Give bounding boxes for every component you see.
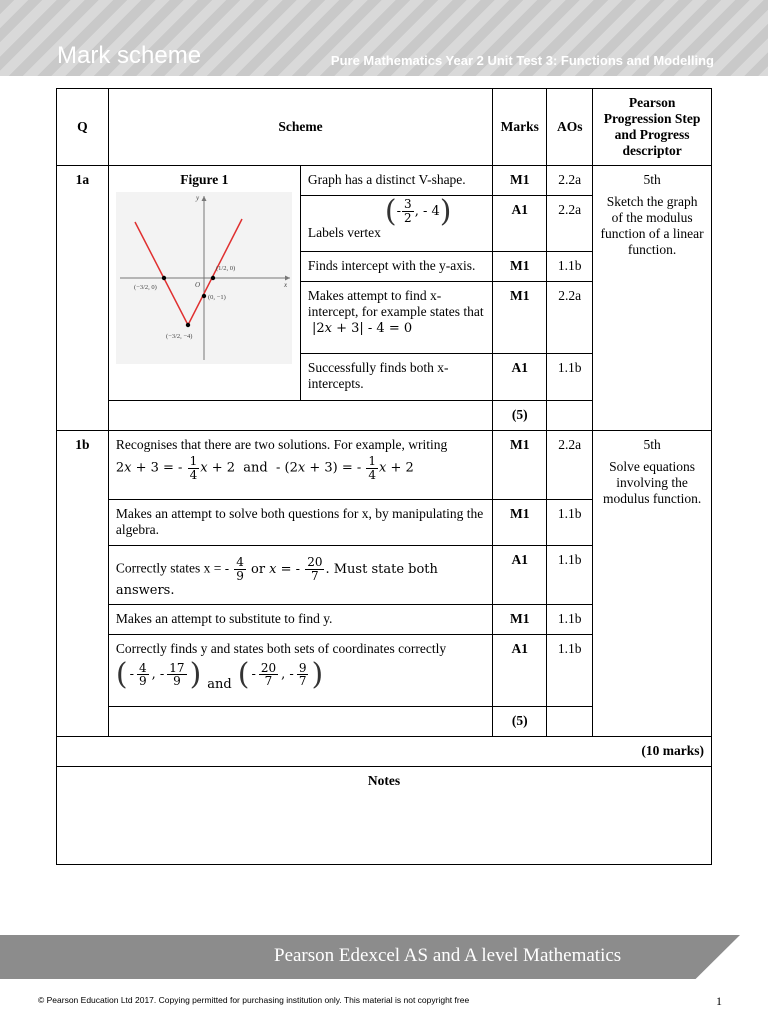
scheme-text-1b-2: Makes an attempt to solve both questions for x, by manipulating the algebra. — [108, 500, 492, 546]
mark-1a-2: A1 — [493, 196, 547, 252]
x-solutions: - $\frac{4}{9}$ or x = - $\frac{20}{7}$ . Must state both answers. — [115, 555, 438, 599]
question-label-1b: 1b — [57, 431, 109, 737]
total-marks: (10 marks) — [57, 737, 712, 767]
scheme-text-1a-4: Makes attempt to find x-intercept, for example states that — [307, 288, 484, 319]
subtotal-spacer-1a — [108, 401, 492, 431]
vertex-coordinates: ( - $\frac{3}{2}$ , - 4 ) — [384, 194, 452, 229]
scheme-text-1a-5: Successfully finds both x-intercepts. — [300, 354, 492, 401]
scheme-cell-1b-3 — [108, 546, 492, 605]
subtotal-1b: (5) — [493, 707, 547, 737]
ao-1a-5: 1.1b — [547, 354, 593, 401]
progression-step-1a: 5th — [643, 172, 661, 187]
table-row — [57, 737, 712, 767]
header-band — [0, 0, 768, 76]
subtotal-spacer-1b — [108, 707, 492, 737]
pearson-cell-1a — [593, 166, 712, 431]
mark-1b-5: A1 — [493, 635, 547, 707]
x-axis-label: x — [284, 281, 288, 289]
label-vertex: (−3/2, −4) — [166, 333, 193, 340]
table-row — [57, 166, 712, 196]
pearson-cell-1b — [593, 431, 712, 737]
mark-1b-3: A1 — [493, 546, 547, 605]
mark-1b-2: M1 — [493, 500, 547, 546]
scheme-text-1a-2: Labels vertex — [307, 225, 381, 240]
subtotal-ao-empty-1a — [547, 401, 593, 431]
notes-heading: Notes — [57, 767, 712, 865]
mark-1b-1: M1 — [493, 431, 547, 500]
ao-1a-4: 2.2a — [547, 282, 593, 354]
subtotal-1a: (5) — [493, 401, 547, 431]
figure-title: Figure 1 — [180, 172, 229, 187]
progression-step-1b: 5th — [643, 437, 661, 452]
table-header-row — [57, 89, 712, 166]
mark-scheme-table — [56, 88, 712, 865]
progress-descriptor-1a: Sketch the graph of the modulus function of a linear function. — [600, 194, 704, 257]
intercept-equation: |2x + 3| - 4 = 0 — [307, 321, 413, 336]
coordinate-solutions: ( - $\frac{4}{9}$ , - $\frac{17}{9}$ ) and ( - $\frac{20}{7}$ , - $\frac{9}{7}$ ) — [115, 657, 324, 693]
page-number: 1 — [716, 994, 722, 1008]
progress-descriptor-1b: Solve equations involving the modulus function. — [602, 459, 702, 506]
subtotal-ao-empty-1b — [547, 707, 593, 737]
x-intercept-left-point — [162, 276, 166, 280]
ao-1a-3: 1.1b — [547, 252, 593, 282]
vertex-point — [186, 323, 190, 327]
ao-1b-3: 1.1b — [547, 546, 593, 605]
x-intercept-right-point — [211, 276, 215, 280]
scheme-text-1b-5: Correctly finds y and states both sets of coordinates correctly — [115, 641, 447, 657]
origin-label: O — [195, 281, 201, 289]
label-y-intercept: (0, −1) — [208, 294, 227, 301]
scheme-cell-1b-5 — [108, 635, 492, 707]
col-header-marks: Marks — [493, 89, 547, 166]
mark-1b-4: M1 — [493, 605, 547, 635]
page-title: Mark scheme — [57, 42, 202, 69]
scheme-cell-1a-4 — [300, 282, 492, 354]
table-row — [57, 431, 712, 500]
mark-1a-5: A1 — [493, 354, 547, 401]
col-header-aos: AOs — [547, 89, 593, 166]
label-left-intercept: (−3/2, 0) — [134, 284, 158, 291]
scheme-text-1a-1: Graph has a distinct V-shape. — [300, 166, 492, 196]
mark-1a-1: M1 — [493, 166, 547, 196]
ao-1b-2: 1.1b — [547, 500, 593, 546]
mark-1a-3: M1 — [493, 252, 547, 282]
page-subtitle: Pure Mathematics Year 2 Unit Test 3: Functions and Modelling — [330, 53, 714, 68]
scheme-text-1b-4: Makes an attempt to substitute to find y. — [108, 605, 492, 635]
question-label-1a: 1a — [57, 166, 109, 431]
modulus-graph — [116, 192, 292, 364]
copyright-notice: © Pearson Education Ltd 2017. Copying permitted for purchasing institution only. This material is not copyright free — [38, 995, 470, 1005]
scheme-text-1a-3: Finds intercept with the y-axis. — [300, 252, 492, 282]
label-right-intercept: (1/2, 0) — [216, 265, 236, 272]
ao-1a-2: 2.2a — [547, 196, 593, 252]
table-row — [57, 767, 712, 865]
mark-1a-4: M1 — [493, 282, 547, 354]
two-solutions-equations: 2x + 3 = - $\frac{1}{4}$ x + 2 and - (2x + 3) = - $\frac{1}{4}$ x + 2 — [115, 454, 414, 482]
scheme-text-1b-3: Correctly states x = — [115, 560, 222, 576]
ao-1b-4: 1.1b — [547, 605, 593, 635]
ao-1b-1: 2.2a — [547, 431, 593, 500]
footer-brand: Pearson Edexcel AS and A level Mathematics — [274, 945, 622, 966]
figure-cell — [108, 166, 300, 401]
ao-1a-1: 2.2a — [547, 166, 593, 196]
ao-1b-5: 1.1b — [547, 635, 593, 707]
y-axis-label: y — [196, 194, 200, 202]
scheme-text-1b-1: Recognises that there are two solutions. For example, writing — [115, 437, 448, 452]
col-header-pearson: Pearson Progression Step and Progress descriptor — [593, 89, 712, 166]
scheme-cell-1b-1 — [108, 431, 492, 500]
y-intercept-point — [202, 294, 206, 298]
col-header-q: Q — [57, 89, 109, 166]
col-header-scheme: Scheme — [108, 89, 492, 166]
scheme-cell-1a-2 — [300, 196, 492, 252]
